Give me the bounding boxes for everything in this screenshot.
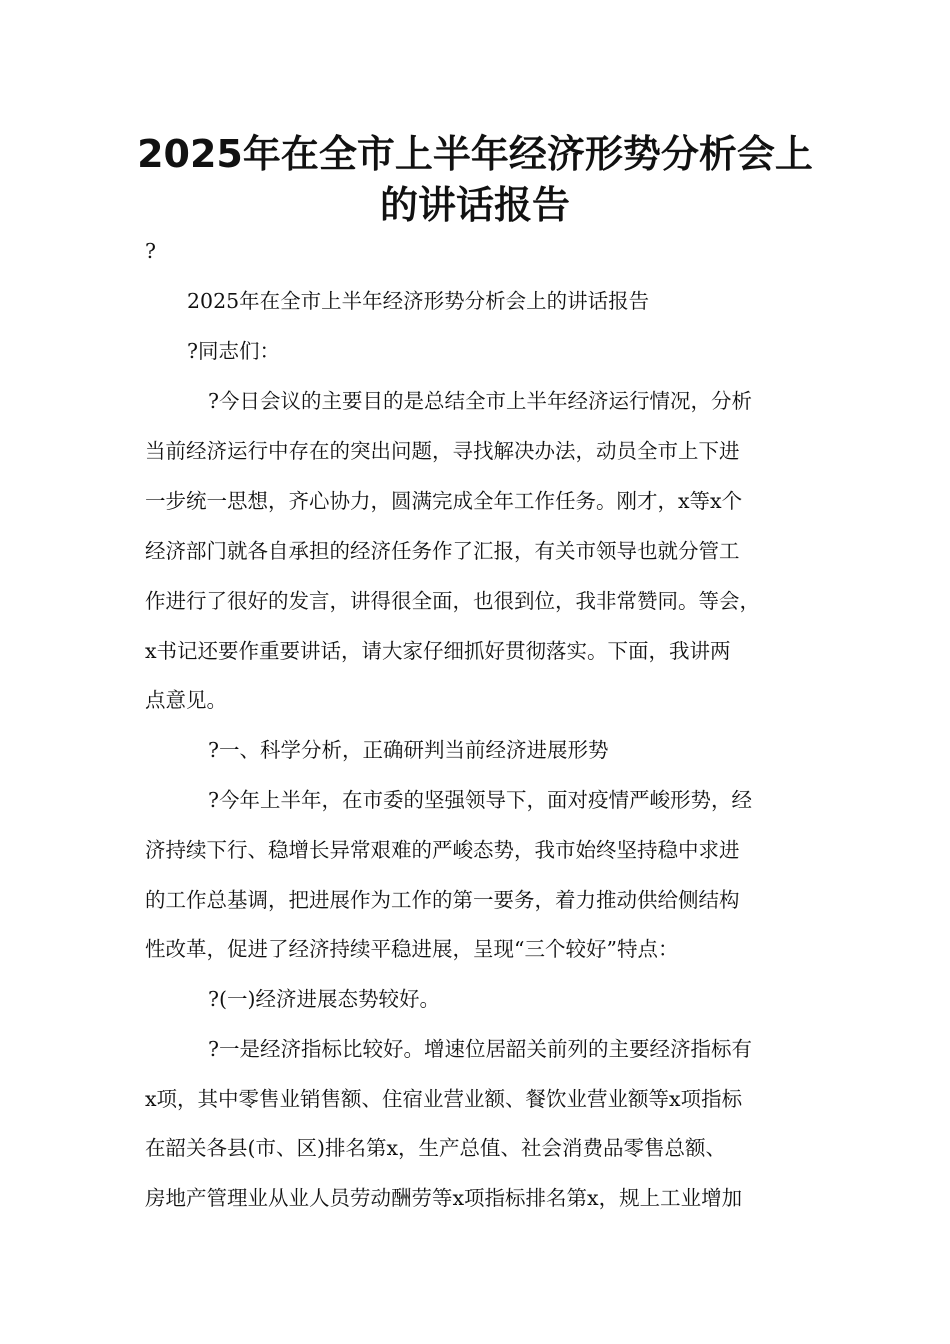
salutation: ?同志们： bbox=[187, 339, 280, 363]
body-line: x书记还要作重要讲话，请大家仔细抓好贯彻落实。下面，我讲两 bbox=[145, 639, 731, 663]
document-title-line-1: 2025年在全市上半年经济形势分析会上 bbox=[137, 132, 813, 176]
body-line: 作进行了很好的发言，讲得很全面，也很到位，我非常赞同。等会， bbox=[145, 589, 760, 613]
body-line: ?今年上半年，在市委的坚强领导下，面对疫情严峻形势，经 bbox=[208, 788, 752, 812]
body-line: 济持续下行、稳增长异常艰难的严峻态势，我市始终坚持稳中求进 bbox=[145, 838, 740, 862]
document-title-line-2: 的讲话报告 bbox=[379, 183, 570, 227]
section-heading: ?一、科学分析，正确研判当前经济进展形势 bbox=[208, 738, 609, 762]
body-line: 在韶关各县(市、区)排名第x，生产总值、社会消费品零售总额、 bbox=[145, 1136, 727, 1160]
body-line: x项，其中零售业销售额、住宿业营业额、餐饮业营业额等x项指标 bbox=[145, 1087, 743, 1111]
body-line: ?一是经济指标比较好。增速位居韶关前列的主要经济指标有 bbox=[208, 1037, 752, 1061]
body-line: 经济部门就各自承担的经济任务作了汇报，有关市领导也就分管工 bbox=[145, 539, 740, 563]
subtitle-line: 2025年在全市上半年经济形势分析会上的讲话报告 bbox=[187, 289, 650, 313]
body-line: 一步统一思想，齐心协力，圆满完成全年工作任务。刚才，x等x个 bbox=[145, 489, 743, 513]
subsection-heading: ?(一)经济进展态势较好。 bbox=[208, 987, 440, 1011]
body-line: 当前经济运行中存在的突出问题，寻找解决办法，动员全市上下进 bbox=[145, 439, 740, 463]
body-line: ?今日会议的主要目的是总结全市上半年经济运行情况，分析 bbox=[208, 389, 752, 413]
body-line: 性改革，促进了经济持续平稳进展，呈现“三个较好”特点： bbox=[145, 937, 679, 961]
body-line: 房地产管理业从业人员劳动酬劳等x项指标排名第x，规上工业增加 bbox=[145, 1186, 743, 1210]
stray-question-mark: ? bbox=[145, 239, 156, 263]
body-line: 点意见。 bbox=[145, 688, 227, 712]
body-line: 的工作总基调，把进展作为工作的第一要务，着力推动供给侧结构 bbox=[145, 888, 740, 912]
